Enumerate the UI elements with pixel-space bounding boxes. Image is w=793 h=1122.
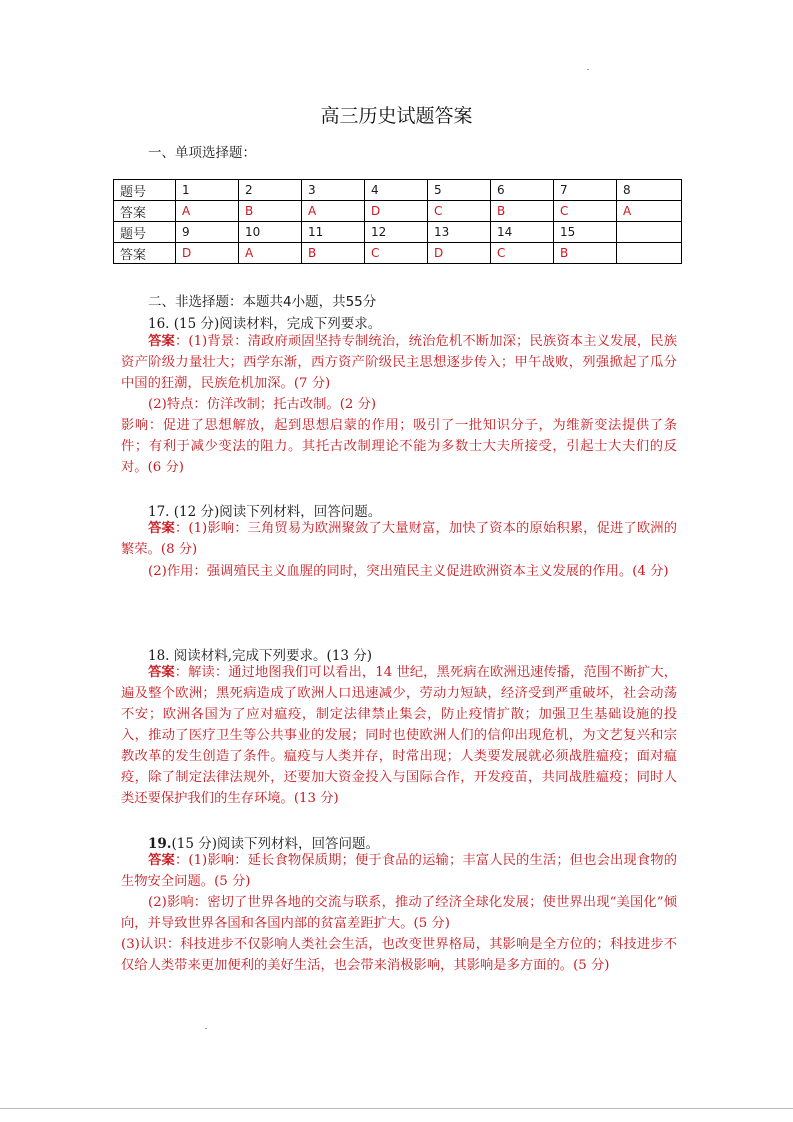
answer-cell: A <box>302 201 365 222</box>
question-number-cell: 14 <box>491 222 554 243</box>
answer-cell: B <box>491 201 554 222</box>
page-title: 高三历史试题答案 <box>320 105 473 127</box>
answer-label: 答案 <box>148 334 175 349</box>
section-heading-essay: 二、非选择题：本题共4小题，共55分 <box>148 294 377 310</box>
answer-cell: B <box>554 243 617 264</box>
page-mark <box>587 69 589 70</box>
answer-cell: C <box>365 243 428 264</box>
answer-cell: B <box>239 201 302 222</box>
question-number-row <box>114 180 682 201</box>
question-number-cell: 5 <box>428 180 491 201</box>
answer-cell: D <box>365 201 428 222</box>
question-number-cell: 2 <box>239 180 302 201</box>
q17-answer-1: 答案：(1)影响：三角贸易为欧洲聚敛了大量财富，加快了资本的原始积累，促进了欧洲的繁荣。(8 分) <box>121 521 677 557</box>
answer-label: 答案 <box>148 521 175 536</box>
answer-cell: B <box>302 243 365 264</box>
answer-cell: C <box>554 201 617 222</box>
question-number-cell: 13 <box>428 222 491 243</box>
answer-cell: D <box>176 243 239 264</box>
answer-cell <box>617 243 682 264</box>
question-number-cell: 6 <box>491 180 554 201</box>
page-bottom-rule <box>0 1108 793 1109</box>
q17-stem: 17. (12 分)阅读下列材料，回答问题。 <box>148 504 382 520</box>
row-label: 题号 <box>114 222 176 243</box>
answer-label: 答案 <box>148 853 175 868</box>
row-label: 题号 <box>114 180 176 201</box>
question-number-cell: 15 <box>554 222 617 243</box>
row-label: 答案 <box>114 201 176 222</box>
q16-stem: 16. (15 分)阅读材料，完成下列要求。 <box>148 316 382 332</box>
answer-cell: C <box>428 201 491 222</box>
q17-answer-2: (2)作用：强调殖民主义血腥的同时，突出殖民主义促进欧洲资本主义发展的作用。(4 分) <box>148 564 669 579</box>
question-number-cell: 11 <box>302 222 365 243</box>
q16-answer-3: 影响：促进了思想解放，起到思想启蒙的作用；吸引了一批知识分子，为维新变法提供了条件；有利于减少变法的阻力。其托古改制理论不能为多数士大夫所接受，引起士大夫们的反对。(6 分) <box>121 418 677 475</box>
page-mark <box>205 1028 207 1029</box>
q19-answer-2: (2)影响：密切了世界各地的交流与联系，推动了经济全球化发展；使世界出现“美国化”倾向，并导致世界各国和各国内部的贫富差距扩大。(5 分) <box>121 895 677 931</box>
answer-label: 答案 <box>148 665 175 680</box>
q19-answer-3: (3)认识：科技进步不仅影响人类社会生活，也改变世界格局，其影响是全方位的；科技进步不仅给人类带来更加便利的美好生活，也会带来消极影响，其影响是多方面的。(5 分) <box>121 937 677 973</box>
question-number-cell: 7 <box>554 180 617 201</box>
answer-cell: A <box>239 243 302 264</box>
answer-table <box>113 179 682 264</box>
answer-row <box>114 201 682 222</box>
question-number-cell: 12 <box>365 222 428 243</box>
answer-cell: A <box>617 201 682 222</box>
q16-answer-1: 答案：(1)背景：清政府顽固坚持专制统治，统治危机不断加深；民族资本主义发展，民族资产阶级力量壮大；西学东渐，西方资产阶级民主思想逐步传入；甲午战败，列强掀起了瓜分中国的狂潮，民族危机加深。(7 分) <box>121 334 677 391</box>
q18-answer-1: 答案：解读：通过地图我们可以看出，14 世纪，黑死病在欧洲迅速传播，范围不断扩大，遍及整个欧洲；黑死病造成了欧洲人口迅速减少，劳动力短缺，经济受到严重破坏，社会动荡不安；欧洲各国为了应对瘟疫，制定法律禁止集会，防止疫情扩散；加强卫生基础设施的投入，推动了医疗卫生等公共事业的发展；同时也使欧洲人们的信仰出现危机，为文艺复兴和宗教改革的发生创造了条件。瘟疫与人类并存，时常出现；人类要发展就必须战胜瘟疫；面对瘟疫，除了制定法律法规外，还要加大资金投入与国际合作，开发疫苗，共同战胜瘟疫；同时人类还要保护我们的生存环境。(13 分) <box>121 665 677 806</box>
q18-stem: 18. 阅读材料,完成下列要求。(13 分) <box>148 648 373 664</box>
question-number-cell: 9 <box>176 222 239 243</box>
question-number-cell <box>617 222 682 243</box>
q16-answer-2: (2)特点：仿洋改制；托古改制。(2 分) <box>148 397 377 412</box>
answer-row <box>114 243 682 264</box>
question-number-cell: 4 <box>365 180 428 201</box>
q19-answer-1: 答案：(1)影响：延长食物保质期；便于食品的运输；丰富人民的生活；但也会出现食物的生物安全问题。(5 分) <box>121 853 677 889</box>
section-heading-choice: 一、单项选择题： <box>148 145 256 161</box>
answer-cell: C <box>491 243 554 264</box>
question-number-cell: 3 <box>302 180 365 201</box>
question-number-cell: 10 <box>239 222 302 243</box>
question-number-cell: 8 <box>617 180 682 201</box>
row-label: 答案 <box>114 243 176 264</box>
q19-stem: 19.(15 分)阅读下列材料，回答问题。 <box>148 836 380 852</box>
question-number-row <box>114 222 682 243</box>
answer-cell: D <box>428 243 491 264</box>
answer-cell: A <box>176 201 239 222</box>
question-number-cell: 1 <box>176 180 239 201</box>
